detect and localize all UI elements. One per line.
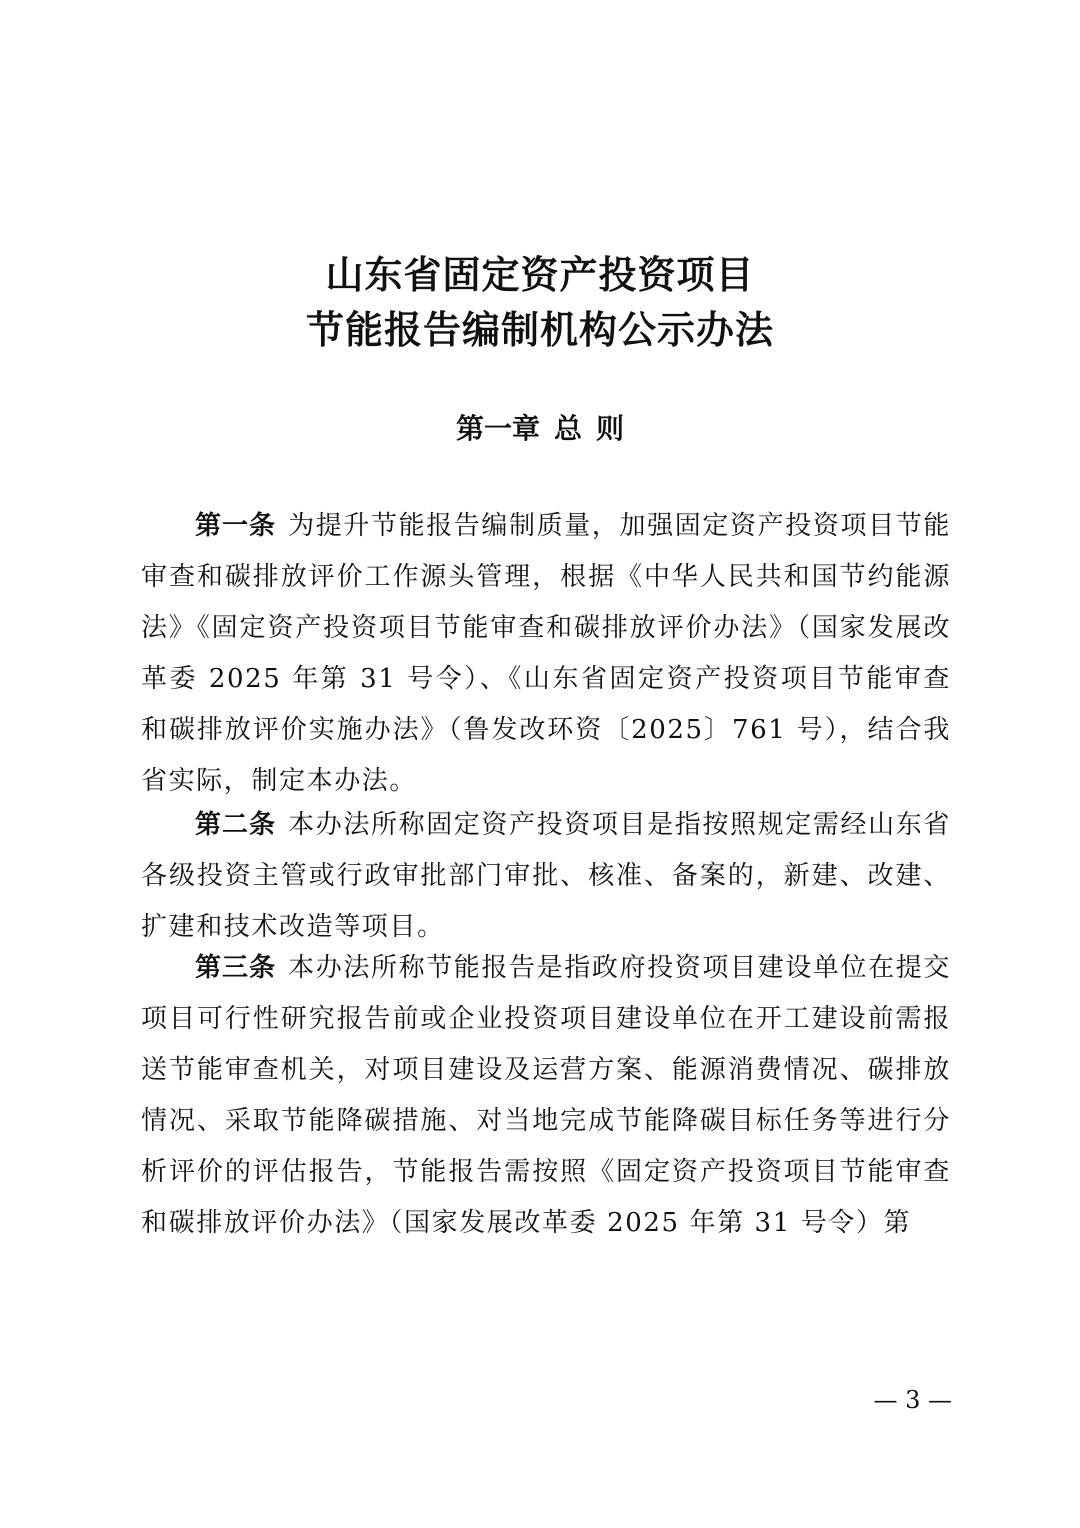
article-text: 本办法所称节能报告是指政府投资项目建设单位在提交项目可行性研究报告前或企业投资项目建设单位在开工建设前需报送节能审查机关，对项目建设及运营方案、能源消费情况、碳排放情况、采取节能降碳措施、对当地完成节能降碳目标任务等进行分析评价的评估报告，节能报告需按照《固定资产投资项目节能审查和碳排放评价办法》（国家发展改革委 2025 年第 31 号令）第 [141, 953, 951, 1238]
chapter-name: 总则 [554, 412, 639, 445]
document-title-line-2: 节能报告编制机构公示办法 [305, 307, 774, 352]
article-number: 第一条 [195, 511, 277, 541]
article-2 [141, 800, 951, 953]
chapter-number: 第一章 [455, 412, 540, 445]
article-number: 第三条 [195, 953, 277, 983]
page-number: — 3 — [873, 1386, 952, 1414]
article-1 [141, 501, 951, 807]
article-number: 第二条 [195, 810, 277, 840]
article-3 [141, 943, 951, 1249]
article-text: 本办法所称固定资产投资项目是指按照规定需经山东省各级投资主管或行政审批部门审批、核准、备案的，新建、改建、扩建和技术改造等项目。 [141, 810, 951, 942]
article-text: 为提升节能报告编制质量，加强固定资产投资项目节能审查和碳排放评价工作源头管理，根据《中华人民共和国节约能源法》《固定资产投资项目节能审查和碳排放评价办法》（国家发展改革委 2025 年第 31 号令）、《山东省固定资产投资项目节能审查和碳排放评价实施办法》（鲁发改环资〔2025〕761 号），结合我省实际，制定本办法。 [141, 511, 951, 796]
chapter-heading [0, 405, 1080, 453]
document-title-line-1: 山东省固定资产投资项目 [325, 252, 755, 297]
